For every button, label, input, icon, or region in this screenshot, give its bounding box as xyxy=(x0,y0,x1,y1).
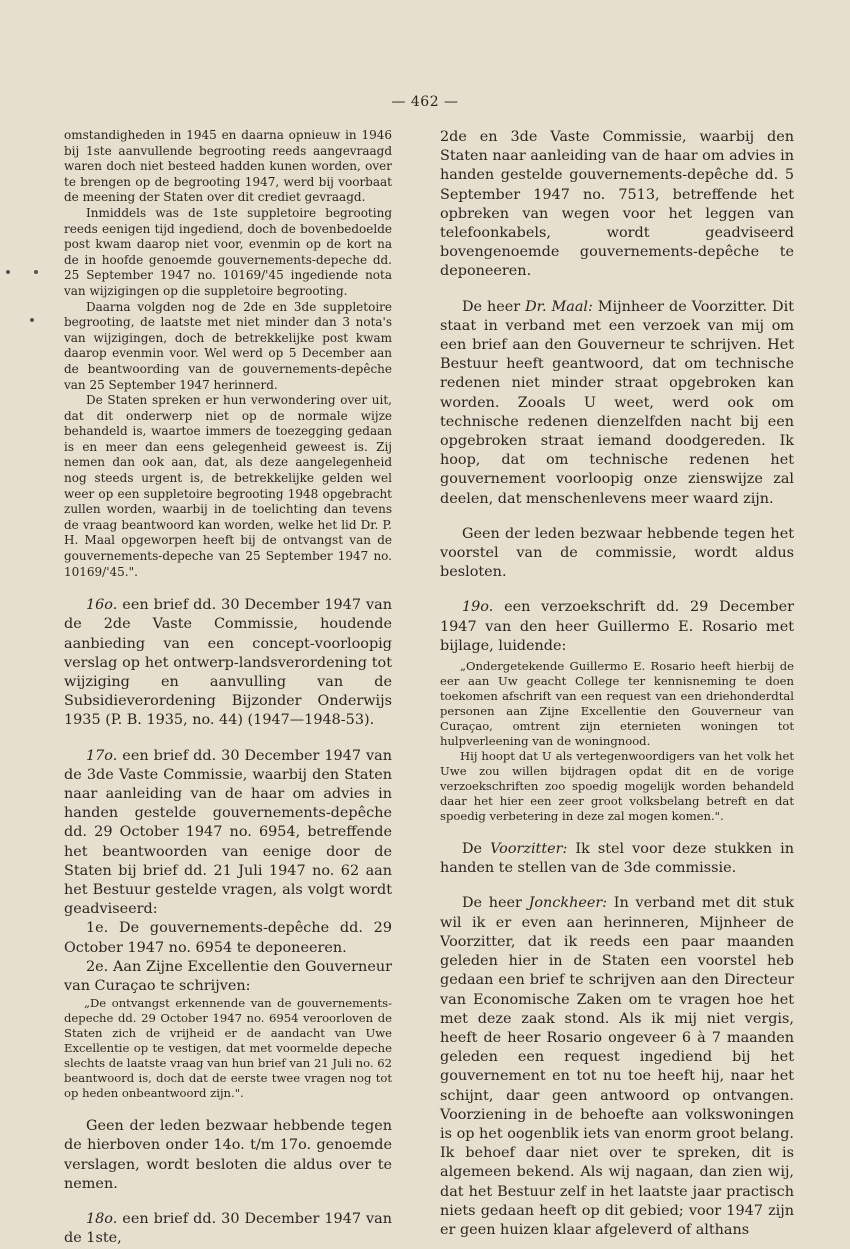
advice-point-1: 1e. De gouvernements-depêche dd. 29 October 1947 no. 6954 te deponeeren. xyxy=(64,920,392,956)
paragraph: Daarna volgden nog de 2de en 3de suppletoire begrooting, de laatste met niet minder dan 3 nota's van wijzigingen, doch de betrekkelijke post kwam daarop evenmin voor. Wel werd op 5 December aan de beantwoording van de gouvernements-depêche van 25 September 1947 herinnerd. xyxy=(64,299,392,392)
paragraph: omstandigheden in 1945 en daarna opnieuw in 1946 bij 1ste aanvullende begrooting reeds aangevraagd waren doch niet besteed hadden kunen worden, over te brengen op de begrooting 1947, werd bij voorbaat de meening der Staten over dit crediet gevraagd. xyxy=(64,128,392,205)
paragraph: Inmiddels was de 1ste suppletoire begrooting reeds eenigen tijd ingediend, doch de bovenbedoelde post kwam daarop niet voor, evenmin op de kort na de in hoofde genoemde gouvernements-depeche dd. 25 September 1947 no. 10169/'45 ingediende nota van wijzigingen op die suppletoire begrooting. xyxy=(64,205,392,298)
speech-voorzitter xyxy=(440,840,794,878)
margin-mark xyxy=(6,270,10,274)
item-text: een brief dd. 30 December 1947 van de 2de Vaste Commissie, houdende aanbieding van een concept-voorloopig verslag op het ontwerp-landsverordening tot wijziging en aanvulling van de Subsidieverordening Bijzonder Onderwijs 1935 (P. B. 1935, no. 44) (1947—1948-53). xyxy=(64,597,392,729)
margin-mark xyxy=(34,270,38,274)
speech-text: Ik stel voor deze stukken in handen te stellen van de 3de commissie. xyxy=(440,841,794,877)
item-number: 19o. xyxy=(462,599,494,616)
paragraph: 2de en 3de Vaste Commissie, waarbij den Staten naar aanleiding van de haar om advies in handen gestelde gouvernements-depêche dd. 5 September 1947 no. 7513, betreffende het opbreken van wegen voor het leggen van telefoonkabels, wordt geadviseerd bovengenoemde gouvernements-depêche te deponeeren. xyxy=(440,129,794,280)
speech-text: In verband met dit stuk wil ik er even aan herinneren, Mijnheer de Voorzitter, dat ik reeds een paar maanden geleden hier in de Staten een voorstel heb gedaan een brief te schrijven aan den Directeur van Economische Zaken om te vragen hoe het met deze zaak stond. Als ik mij niet vergis, heeft de heer Rosario ongeveer 6 à 7 maanden geleden een request ingediend bij het gouvernement en tot nu toe heeft hij, naar het schijnt, daar geen antwoord op ontvangen. Voorziening in de behoefte aan volkswoningen is op het oogenblik iets van enorm groot belang. Ik behoef daar niet over te spreken, dit is algemeen bekend. Als wij nagaan, dan zien wij, dat het Bestuur zelf in het laatste jaar practisch niets gedaan heeft op dit gebied; voor 1947 zijn er geen huizen klaar afgeleverd of althans xyxy=(440,895,794,1238)
item-number: 18o. xyxy=(86,1211,118,1228)
left-column xyxy=(64,128,392,1249)
petition-quote: „Ondergetekende Guillermo E. Rosario heeft hierbij de eer aan Uw geacht College ter kennisneming te doen toekomen afschrift van een request van een driehonderdtal personen aan Zijne Excellentie den Gouverneur van Curaçao, omtrent zijn eternieten woningen tot hulpverleening van de woningnood. xyxy=(440,659,794,749)
agenda-item-17 xyxy=(64,747,392,920)
agenda-item-19 xyxy=(440,598,794,656)
speaker-name: Dr. Maal: xyxy=(525,298,593,315)
speaker-prefix: De heer xyxy=(462,895,529,912)
petition-quote: Hij hoopt dat U als vertegenwoordigers van het volk het Uwe zou willen bijdragen opdat dit en de vorige verzoekschriften zoo spoedig mogelijk worden behandeld daar het hier een zeer groot volksbelang betreft en dat spoedig verbetering in deze zal mogen komen.". xyxy=(440,749,794,824)
advice-point-2: 2e. Aan Zijne Excellentie den Gouverneur van Curaçao te schrijven: xyxy=(64,958,392,995)
page-number: — 462 — xyxy=(391,94,459,110)
quoted-letter: „De ontvangst erkennende van de gouvernements-depeche dd. 29 October 1947 no. 6954 veroorloven de Staten zich de vrijheid er de aandacht van Uwe Excellentie op te vestigen, dat met voormelde depeche slechts de laatste vraag van hun brief van 21 Juli no. 62 beantwoord is, doch dat de eerste twee vragen nog tot op heden onbeantwoord zijn.". xyxy=(64,996,392,1101)
speaker-prefix: De heer xyxy=(462,298,526,315)
speech-jonckheer xyxy=(440,894,794,1240)
right-column xyxy=(440,128,794,1240)
item-text: een brief dd. 30 December 1947 van de 3de Vaste Commissie, waarbij den Staten naar aanleiding van de haar om advies in handen gestelde gouvernements-depêche dd. 29 October 1947 no. 6954, betreffende het beantwoorden van eenige door de Staten bij brief dd. 21 Juli 1947 no. 62 aan het Bestuur gestelde vragen, als volgt wordt geadviseerd: xyxy=(64,747,392,918)
item-number: 17o. xyxy=(86,747,118,764)
speech-text: Mijnheer de Voorzitter. Dit staat in verband met een verzoek van mij om een brief aan den Gouverneur te schrijven. Het Bestuur heeft geantwoord, dat om technische redenen niet minder straat opgebroken kan worden. Zooals U weet, werd ook om technische redenen dienzelfden nacht bij een opgebroken straat iemand doodgereden. Ik hoop, dat om technische redenen het gouvernement voorloopig onze zienswijze zal deelen, dat menschenlevens meer waard zijn. xyxy=(440,298,794,507)
resolution: Geen der leden bezwaar hebbende tegen de hierboven onder 14o. t/m 17o. genoemde verslagen, wordt besloten die aldus over te nemen. xyxy=(64,1118,392,1192)
speaker-prefix: De xyxy=(462,841,491,858)
margin-mark xyxy=(30,318,34,322)
item-text: een brief dd. 30 December 1947 van de 1ste, xyxy=(64,1211,392,1247)
item-text: een verzoekschrift dd. 29 December 1947 van den heer Guillermo E. Rosario met bijlage, luidende: xyxy=(440,599,794,654)
speaker-name: Jonckheer: xyxy=(528,895,608,912)
agenda-item-18 xyxy=(64,1210,392,1248)
speech-maal xyxy=(440,298,794,509)
speaker-name: Voorzitter: xyxy=(490,841,568,858)
item-number: 16o. xyxy=(86,597,118,614)
paragraph: De Staten spreken er hun verwondering over uit, dat dit onderwerp niet op de normale wijze behandeld is, waartoe immers de toezegging gedaan is en meer dan eens gelegenheid geweest is. Zij nemen dan ook aan, dat, als deze aangelegenheid nog steeds urgent is, de betrekkelijke gelden wel weer op een suppletoire begrooting 1948 opgebracht zullen worden, waarbij in de toelichting dan tevens de vraag beantwoord kan worden, welke het lid Dr. P. H. Maal opgeworpen heeft bij de ontvangst van de gouvernements-depeche van 25 September 1947 no. 10169/'45.". xyxy=(64,393,392,579)
agenda-item-16 xyxy=(64,596,392,730)
resolution: Geen der leden bezwaar hebbende tegen het voorstel van de commissie, wordt aldus besloten. xyxy=(440,525,794,581)
